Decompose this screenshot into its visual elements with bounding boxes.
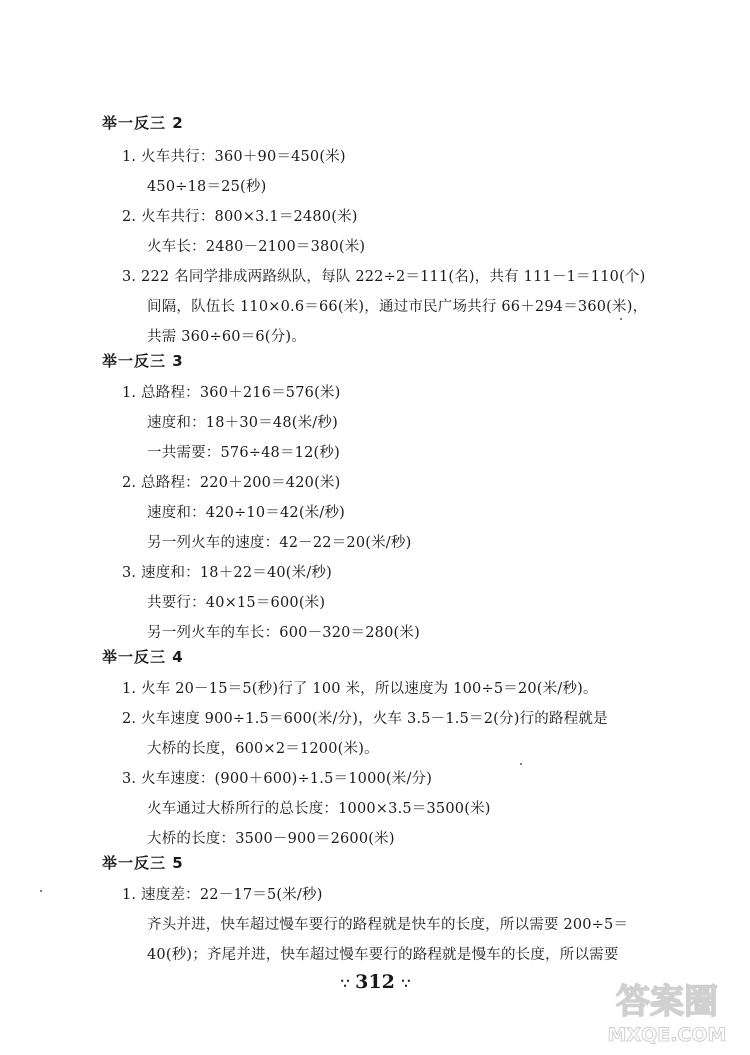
answer-line: 1. 总路程：360＋216＝576(米) xyxy=(122,385,341,401)
section-heading: 举一反三 4 xyxy=(102,648,184,666)
answer-line: 2. 总路程：220＋200＝420(米) xyxy=(122,475,341,491)
answer-line: 2. 火车共行：800×3.1＝2480(米) xyxy=(122,209,358,225)
answer-line: 3. 速度和：18＋22＝40(米/秒) xyxy=(122,565,332,581)
answer-line: 1. 火车 20－15＝5(秒)行了 100 米，所以速度为 100÷5＝20(米/秒)。 xyxy=(122,681,598,697)
page-number-ornament-left: ∵ xyxy=(340,976,349,992)
answer-line: 3. 火车速度：(900＋600)÷1.5＝1000(米/分) xyxy=(122,771,433,787)
answer-line: 速度和：18＋30＝48(米/秒) xyxy=(147,415,338,431)
watermark-logo xyxy=(592,973,742,1047)
answer-line: 大桥的长度：3500－900＝2600(米) xyxy=(147,831,395,847)
answer-line: 大桥的长度，600×2＝1200(米)。 xyxy=(147,741,379,757)
section-heading: 举一反三 3 xyxy=(102,352,184,370)
answer-line: 1. 火车共行：360＋90＝450(米) xyxy=(122,149,346,165)
page-number-value: 312 xyxy=(355,971,395,993)
answer-line: 速度和：420÷10＝42(米/秒) xyxy=(147,505,346,521)
answer-line: 齐头并进，快车超过慢车要行的路程就是快车的长度，所以需要 200÷5＝ xyxy=(147,917,629,933)
answer-line: 共要行：40×15＝600(米) xyxy=(147,595,326,611)
page-number-ornament-right: ∵ xyxy=(401,976,410,992)
answer-line: 3. 222 名同学排成两路纵队，每队 222÷2＝111(名)，共有 111－1＝110(个) xyxy=(122,269,646,285)
svg-text:MXQE.COM: MXQE.COM xyxy=(607,1024,727,1046)
answer-line: 一共需要：576÷48＝12(秒) xyxy=(147,445,340,461)
answer-line: 火车通过大桥所行的总长度：1000×3.5＝3500(米) xyxy=(147,801,491,817)
answer-line: 2. 火车速度 900÷1.5＝600(米/分)，火车 3.5－1.5＝2(分)行的路程就是 xyxy=(122,711,608,727)
answer-line: 另一列火车的速度：42－22＝20(米/秒) xyxy=(147,535,412,551)
answer-line: 另一列火车的车长：600－320＝280(米) xyxy=(147,625,420,641)
answer-line: 450÷18＝25(秒) xyxy=(147,179,267,195)
answer-line: 间隔，队伍长 110×0.6＝66(米)，通过市民广场共行 66＋294＝360(米)， xyxy=(147,299,648,315)
scan-speck xyxy=(40,890,42,892)
scan-speck xyxy=(620,318,622,320)
svg-text:答案圈: 答案圈 xyxy=(616,982,718,1022)
answer-line: 40(秒)；齐尾并进，快车超过慢车要行的路程就是慢车的长度，所以需要 xyxy=(147,947,619,963)
section-heading: 举一反三 5 xyxy=(102,854,184,872)
scan-speck xyxy=(520,763,522,765)
answer-line: 1. 速度差：22－17＝5(米/秒) xyxy=(122,887,323,903)
answer-line: 火车长：2480－2100＝380(米) xyxy=(147,239,366,255)
section-heading: 举一反三 2 xyxy=(102,114,184,132)
answer-line: 共需 360÷60＝6(分)。 xyxy=(147,329,306,345)
